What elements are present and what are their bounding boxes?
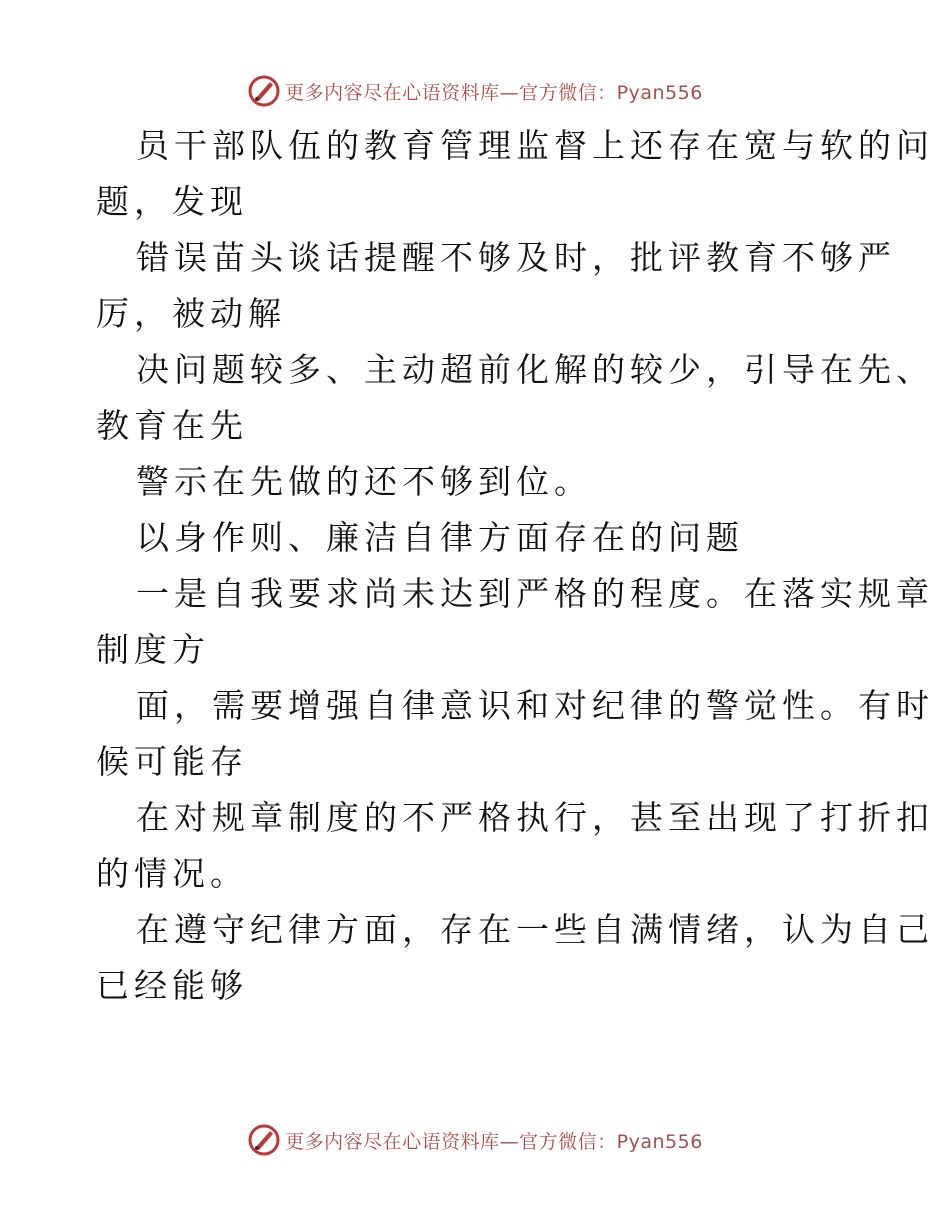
banner-text: 更多内容尽在心语资料库—官方微信：Pyan556 [285,1130,703,1153]
text-line: 教育在先 [96,406,248,445]
wechat-id: Pyan556 [616,81,703,104]
text-line: 面，需要增强自律意识和对纪律的警觉性。有时 [136,686,934,725]
text-line: 的情况。 [96,854,248,893]
text-line: 厉，被动解 [96,294,286,333]
text-line: 一是自我要求尚未达到严格的程度。在落实规章 [136,574,934,613]
brand-logo-icon [247,74,281,108]
text-line: 以身作则、廉洁自律方面存在的问题 [136,518,744,557]
brand-logo-icon [247,1123,281,1157]
text-line: 候可能存 [96,742,248,781]
text-line: 错误苗头谈话提醒不够及时，批评教育不够严 [136,238,896,277]
text-line: 制度方 [96,630,210,669]
text-line: 警示在先做的还不够到位。 [136,462,592,501]
text-line: 在遵守纪律方面，存在一些自满情绪，认为自己 [136,910,934,949]
text-line: 已经能够 [96,966,248,1005]
text-line: 决问题较多、主动超前化解的较少，引导在先、 [136,350,934,389]
text-line: 题，发现 [96,182,248,221]
text-line: 员干部队伍的教育管理监督上还存在宽与软的问 [136,126,934,165]
text-line: 在对规章制度的不严格执行，甚至出现了打折扣 [136,798,934,837]
wechat-id: Pyan556 [616,1130,703,1153]
document-body [96,118,934,1014]
header-banner [0,69,950,113]
banner-text: 更多内容尽在心语资料库—官方微信：Pyan556 [285,81,703,104]
footer-banner [0,1118,950,1162]
